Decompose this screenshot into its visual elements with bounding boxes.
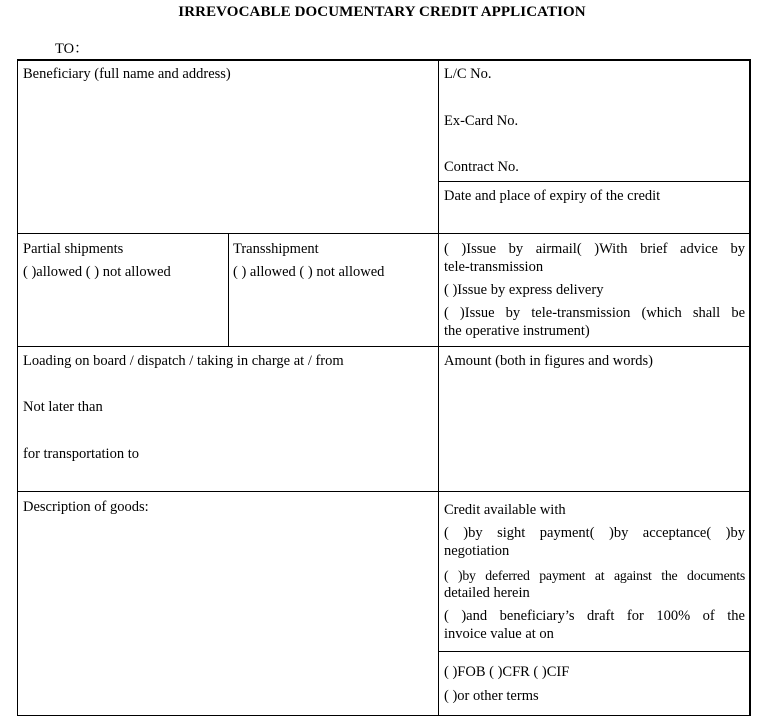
amount-field[interactable]: Amount (both in figures and words): [444, 353, 654, 369]
transshipment-label: Transshipment: [233, 241, 319, 257]
divider-terms: [439, 651, 751, 652]
description-of-goods-field[interactable]: Description of goods:: [23, 499, 149, 515]
divider-shipment-column: [228, 233, 229, 346]
beneficiary-field[interactable]: Beneficiary (full name and address): [23, 66, 231, 82]
divider-row-loading: [17, 346, 751, 347]
trade-terms-options[interactable]: ( )FOB ( )CFR ( )CIF: [444, 664, 570, 680]
credit-deferred-payment-option-cont: detailed herein: [444, 585, 530, 601]
divider-row-shipments: [17, 233, 751, 234]
transshipment-options[interactable]: ( ) allowed ( ) not allowed: [233, 264, 385, 280]
credit-beneficiary-draft-option[interactable]: ( )and beneficiary’s draft for 100% of the: [444, 608, 745, 624]
issue-airmail-option-cont: tele-transmission: [444, 259, 544, 275]
to-label: TO：: [55, 41, 89, 57]
credit-sight-payment-option-cont: negotiation: [444, 543, 510, 559]
partial-shipments-label: Partial shipments: [23, 241, 124, 257]
divider-expiry: [439, 181, 751, 182]
partial-shipments-options[interactable]: ( )allowed ( ) not allowed: [23, 264, 171, 280]
other-terms-option[interactable]: ( )or other terms: [444, 688, 539, 704]
issue-tele-option-cont: the operative instrument): [444, 323, 590, 339]
divider-main-column: [438, 59, 439, 716]
not-later-than-field[interactable]: Not later than: [23, 399, 103, 415]
transportation-to-field[interactable]: for transportation to: [23, 446, 139, 462]
loading-field[interactable]: Loading on board / dispatch / taking in charge at / from: [23, 353, 344, 369]
ex-card-no-field[interactable]: Ex-Card No.: [444, 113, 519, 129]
lc-no-field[interactable]: L/C No.: [444, 66, 492, 82]
form-title: IRREVOCABLE DOCUMENTARY CREDIT APPLICATION: [178, 4, 586, 20]
credit-beneficiary-draft-option-cont: invoice value at on: [444, 626, 554, 642]
expiry-field[interactable]: Date and place of expiry of the credit: [444, 188, 661, 204]
credit-available-with-label: Credit available with: [444, 502, 566, 518]
issue-express-option[interactable]: ( )Issue by express delivery: [444, 282, 604, 298]
contract-no-field[interactable]: Contract No.: [444, 159, 519, 175]
issue-airmail-option[interactable]: ( )Issue by airmail( )With brief advice by: [444, 241, 745, 257]
credit-sight-payment-option[interactable]: ( )by sight payment( )by acceptance( )by: [444, 525, 745, 541]
credit-deferred-payment-option[interactable]: ( )by deferred payment at against the documents: [444, 568, 745, 583]
divider-row-goods: [17, 491, 751, 492]
issue-tele-option[interactable]: ( )Issue by tele-transmission (which shall be: [444, 305, 745, 321]
